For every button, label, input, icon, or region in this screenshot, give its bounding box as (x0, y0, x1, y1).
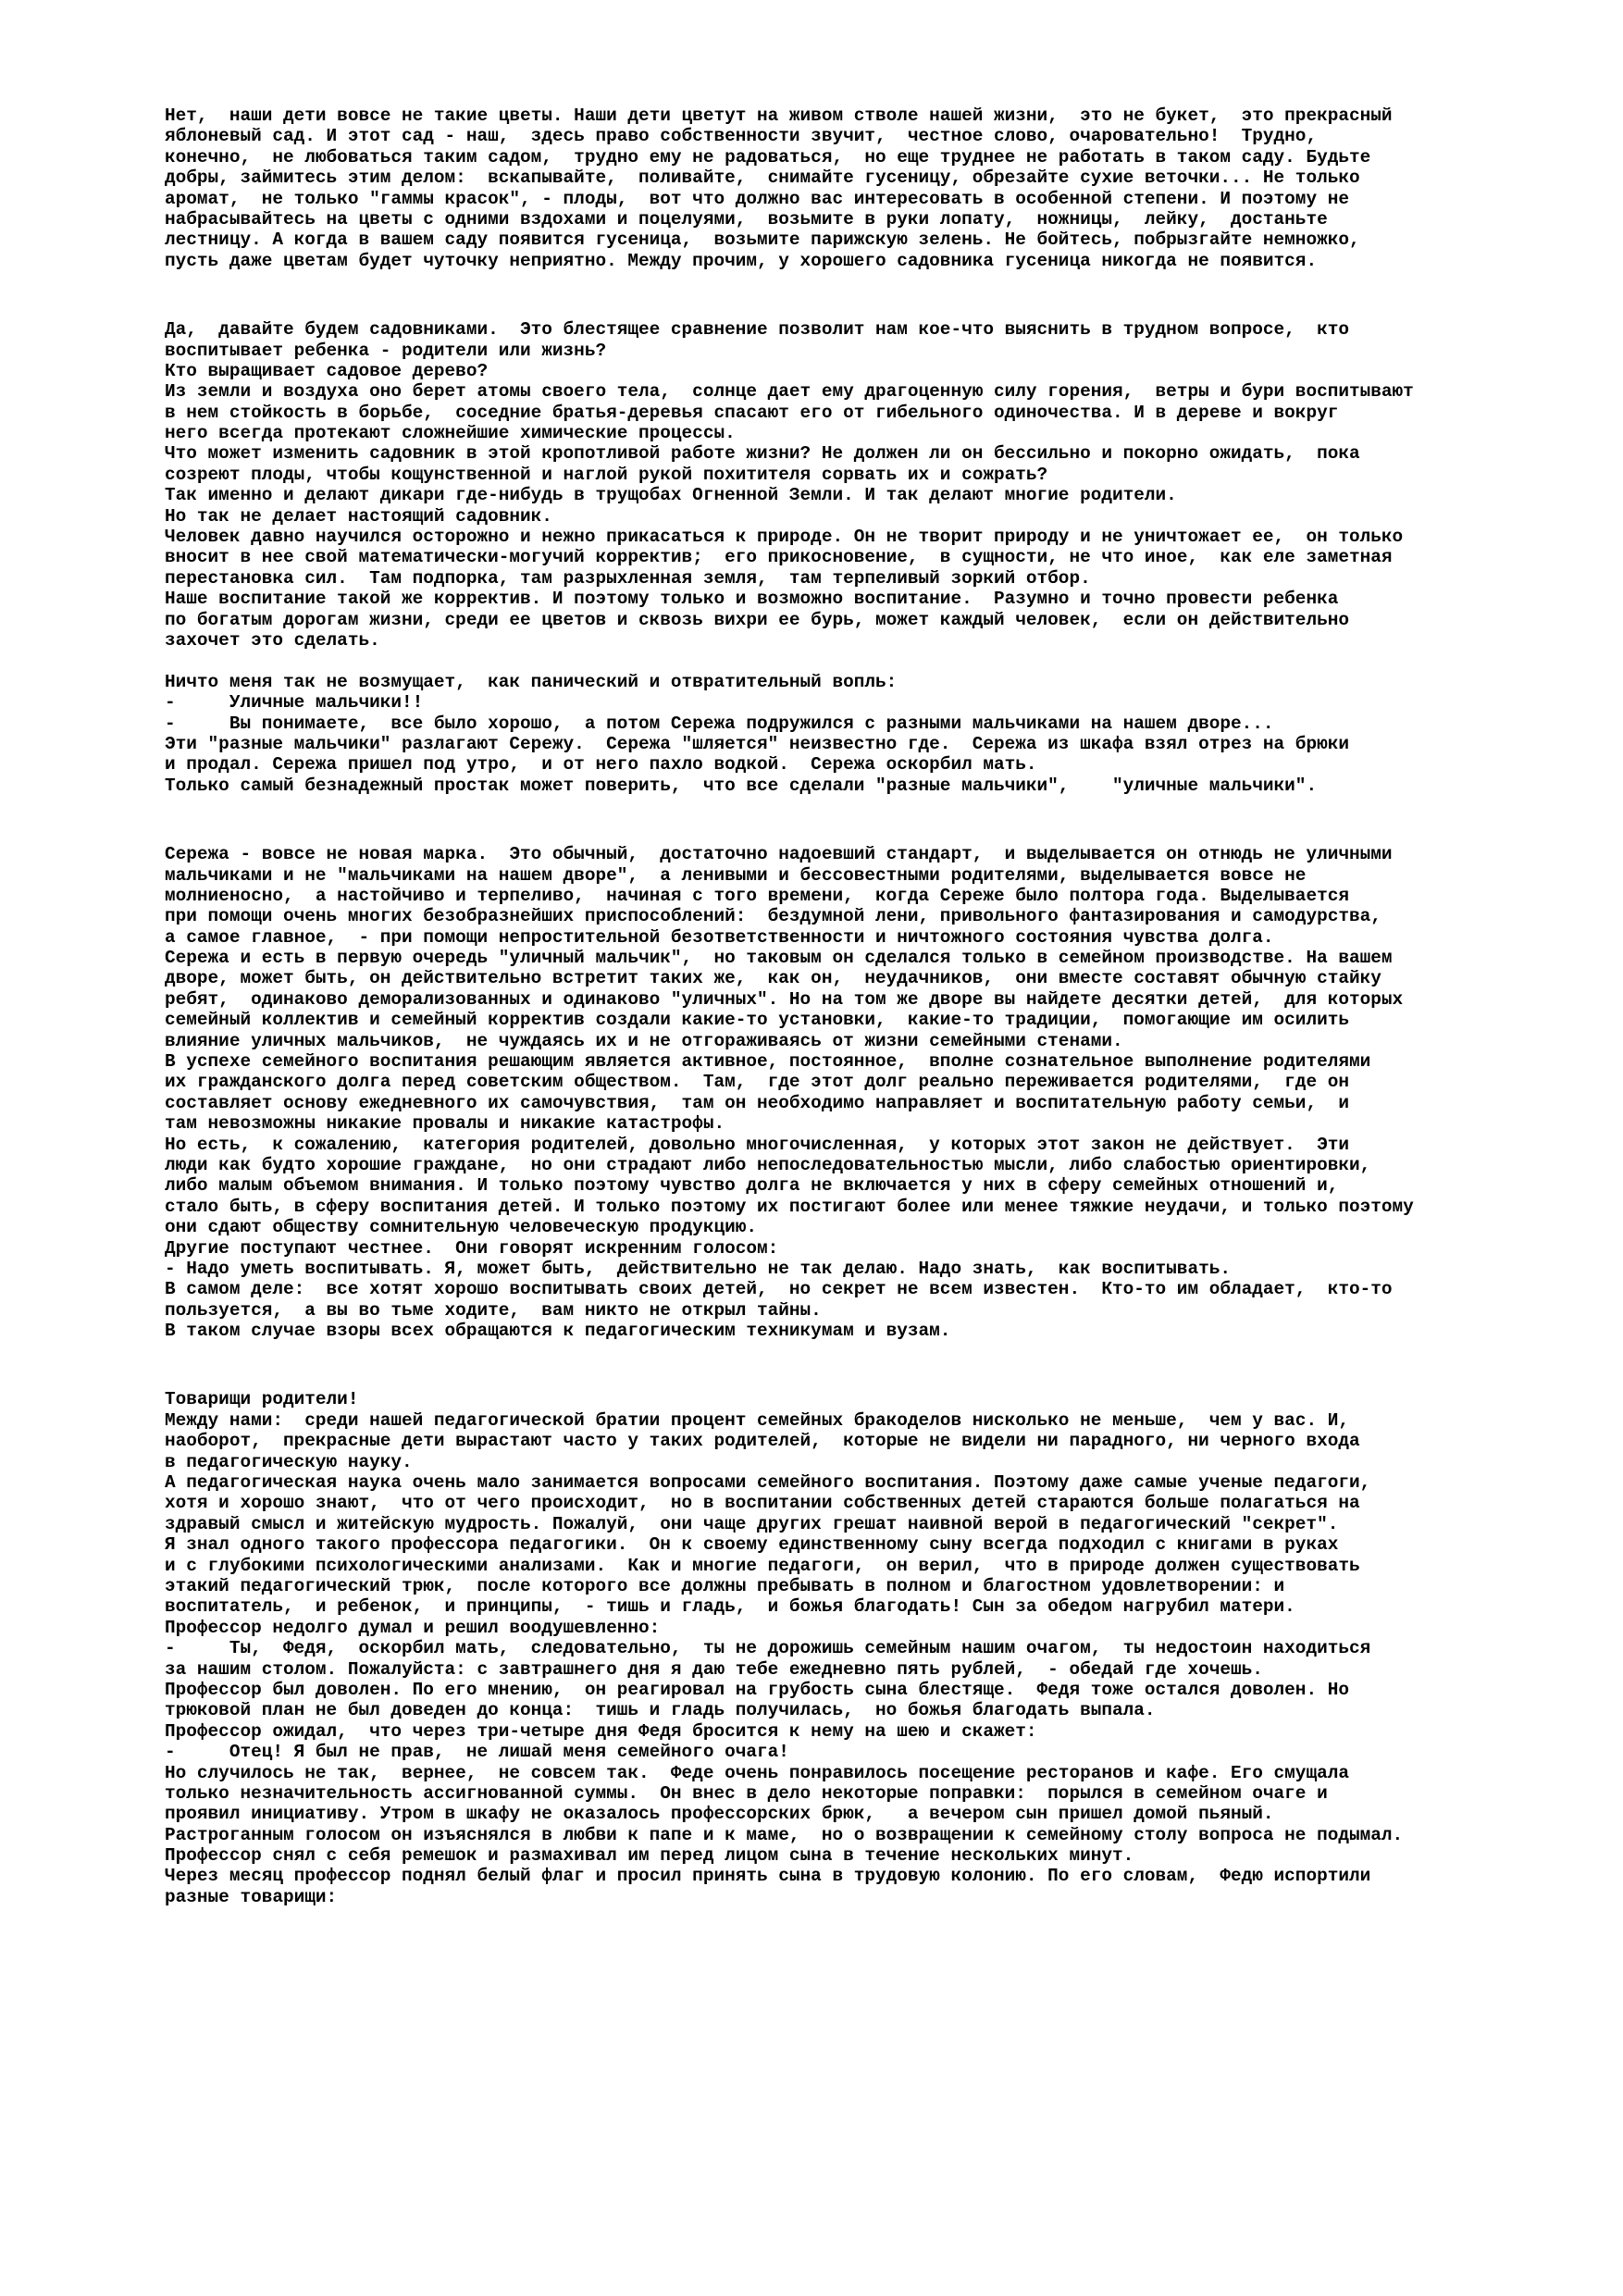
text-line: лестницу. А когда в вашем саду появится гусеница, возьмите парижскую зелень. Не бойтесь, побрызгайте немножко, (165, 230, 1360, 251)
text-line: по богатым дорогам жизни, среди ее цветов и сквозь вихри ее бурь, может каждый человек, если он действительно (165, 609, 1349, 630)
text-line: воспитывает ребенка - родители или жизнь? (165, 340, 607, 361)
text-line: вносит в нее свой математически-могучий корректив; его прикосновение, в сущности, не что иное, как еле заметная (165, 547, 1393, 568)
text-line: люди как будто хорошие граждане, но они страдают либо непоследовательностью мысли, либо слабостью ориентировки, (165, 1154, 1371, 1175)
text-line: а самое главное, - при помощи непростительной безответственности и ничтожного состояния чувства долга. (165, 926, 1274, 948)
text-line: - Уличные мальчики!! (165, 692, 424, 714)
section-spacer (165, 1341, 1549, 1389)
text-line: В таком случае взоры всех обращаются к педагогическим техникумам и вузам. (165, 1321, 951, 1342)
text-line: Сережа и есть в первую очередь "уличный мальчик", но таковым он сделался только в семейном производстве. На вашем (165, 948, 1393, 969)
text-line: проявил инициативу. Утром в шкафу не оказалось профессорских брюк, а вечером сын пришел домой пьяный. (165, 1804, 1274, 1825)
text-line: набрасывайтесь на цветы с одними вздохами и поцелуями, возьмите в руки лопату, ножницы, лейку, достаньте (165, 208, 1328, 230)
paragraph-seryozha (165, 844, 1549, 1341)
text-line: яблоневый сад. И этот сад - наш, здесь право собственности звучит, честное слово, очаровательно! Трудно, (165, 126, 1318, 147)
text-line: мальчиками и не "мальчиками на нашем дворе", а ленивыми и бессовестными родителями, выделывается вовсе не (165, 864, 1307, 886)
text-line: созреют плоды, чтобы кощунственной и наглой рукой похитителя сорвать их и сожрать? (165, 464, 1048, 485)
paragraph-gardens (165, 105, 1549, 271)
text-line: пользуется, а вы во тьме ходите, вам никто не открыл тайны. (165, 1299, 822, 1321)
text-line: В успехе семейного воспитания решающим является активное, постоянное, вполне сознательное выполнение родителями (165, 1051, 1371, 1073)
text-line: Наше воспитание такой же корректив. И поэтому только и возможно воспитание. Разумно и точно провести ребенка (165, 589, 1339, 610)
text-line: наоборот, прекрасные дети вырастают часто у таких родителей, которые не видели ни парадного, ни черного входа (165, 1431, 1360, 1452)
text-line: и продал. Сережа пришел под утро, и от него пахло водкой. Сережа оскорбил мать. (165, 754, 1037, 776)
text-line: там невозможны никакие провалы и никакие катастрофы. (165, 1113, 725, 1135)
text-line: Но случилось не так, вернее, не совсем так. Феде очень понравилось посещение ресторанов и кафе. Его смущала (165, 1762, 1349, 1783)
text-line: - Ты, Федя, оскорбил мать, следовательно, ты не дорожишь семейным нашим очагом, ты недостоин находиться (165, 1638, 1371, 1659)
text-line: - Надо уметь воспитывать. Я, может быть, действительно не так делаю. Надо знать, как воспитывать. (165, 1258, 1231, 1279)
text-line: трюковой план не был доведен до конца: тишь и гладь получилась, но божья благодать выпала. (165, 1700, 1156, 1721)
text-line: Эти "разные мальчики" разлагают Сережу. Сережа "шляется" неизвестно где. Сережа из шкафа взял отрез на брюки (165, 733, 1349, 754)
text-line: при помощи очень многих безобразнейших приспособлений: бездумной лени, привольного фантазирования и самодурства, (165, 906, 1381, 927)
text-line: хотя и хорошо знают, что от чего происходит, но в воспитании собственных детей стараются больше полагаться на (165, 1493, 1360, 1514)
text-line: здравый смысл и житейскую мудрость. Пожалуй, они чаще других грешат наивной верой в педагогический "секрет". (165, 1513, 1339, 1534)
text-line: Сережа - вовсе не новая марка. Это обычный, достаточно надоевший стандарт, и выделывается он отнюдь не уличными (165, 844, 1393, 865)
text-line: Я знал одного такого профессора педагогики. Он к своему единственному сыну всегда подходил с книгами в руках (165, 1534, 1339, 1556)
text-line: Через месяц профессор поднял белый флаг и просил принять сына в трудовую колонию. По его словам, Федю испортили (165, 1866, 1371, 1887)
section-spacer (165, 796, 1549, 844)
text-line: захочет это сделать. (165, 629, 380, 651)
text-line: разные товарищи: (165, 1886, 338, 1907)
text-line: конечно, не любоваться таким садом, трудно ему не радоваться, но еще труднее не работать в таком саду. Будьте (165, 146, 1371, 168)
text-line: Профессор недолго думал и решил воодушевленно: (165, 1617, 661, 1638)
text-line: В самом деле: все хотят хорошо воспитывать своих детей, но секрет не всем известен. Кто-то им обладает, кто-то (165, 1279, 1393, 1300)
text-line: - Вы понимаете, все было хорошо, а потом Сережа подружился с разными мальчиками на нашем дворе... (165, 713, 1274, 734)
text-line: они сдают обществу сомнительную человеческую продукцию. (165, 1217, 757, 1238)
text-line: Человек давно научился осторожно и нежно прикасаться к природе. Он не творит природу и не уничтожает ее, он только (165, 527, 1404, 548)
text-line: Товарищи родители! (165, 1389, 359, 1410)
text-line: влияние уличных мальчиков, не чуждаясь их и не отгораживаясь от жизни семейными стенами. (165, 1030, 1123, 1051)
text-line: Кто выращивает садовое дерево? (165, 360, 489, 381)
text-line: и с глубокими психологическими анализами. Как и многие педагоги, он верил, что в природе должен существовать (165, 1555, 1360, 1576)
text-line: ребят, одинаково деморализованных и одинаково "уличных". Но на том же дворе вы найдете десятки детей, для которых (165, 988, 1404, 1010)
text-line: Между нами: среди нашей педагогической братии процент семейных бракоделов нисколько не меньше, чем у вас. И, (165, 1409, 1349, 1431)
text-line: Профессор снял с себя ремешок и размахивал им перед лицом сына в течение нескольких минут. (165, 1845, 1134, 1867)
text-line: Только самый безнадежный простак может поверить, что все сделали "разные мальчики", "уличные мальчики". (165, 775, 1318, 796)
text-line: Так именно и делают дикари где-нибудь в трущобах Огненной Земли. И так делают многие родители. (165, 485, 1177, 506)
text-line: семейный коллектив и семейный корректив создали какие-то установки, какие-то традиции, помогающие им осилить (165, 1010, 1349, 1031)
text-line: Другие поступают честнее. Они говорят искренним голосом: (165, 1237, 779, 1259)
text-line: Да, давайте будем садовниками. Это блестящее сравнение позволит нам кое-что выяснить в трудном вопросе, кто (165, 319, 1349, 341)
text-line: Что может изменить садовник в этой кропотливой работе жизни? Не должен ли он бессильно и покорно ожидать, пока (165, 443, 1360, 465)
text-line: в нем стойкость в борьбе, соседние братья-деревья спасают его от гибельного одиночества. И в дереве и вокруг (165, 402, 1339, 423)
text-line: Нет, наши дети вовсе не такие цветы. Наши дети цветут на живом стволе нашей жизни, это не букет, это прекрасный (165, 105, 1393, 126)
paragraph-gardener (165, 319, 1549, 651)
text-line: добры, займитесь этим делом: вскапывайте, поливайте, снимайте гусеницу, обрезайте сухие веточки... Не только (165, 168, 1360, 189)
text-line: их гражданского долга перед советским обществом. Там, где этот долг реально переживается родителями, где он (165, 1072, 1349, 1093)
paragraph-street-boys (165, 672, 1549, 796)
text-line: молниеносно, а настойчиво и терпеливо, начиная с того времени, когда Сереже было полтора года. Выделывается (165, 885, 1349, 906)
text-line: аромат, не только "гаммы красок", - плоды, вот что должно вас интересовать в особенной степени. И поэтому не (165, 188, 1349, 209)
section-spacer (165, 651, 1549, 671)
text-line: Растроганным голосом он изъяснялся в любви к папе и к маме, но о возвращении к семейному столу вопроса не подымал. (165, 1824, 1404, 1845)
text-line: Но так не делает настоящий садовник. (165, 505, 552, 527)
text-line: за нашим столом. Пожалуйста: с завтрашнего дня я даю тебе ежедневно пять рублей, - обедай где хочешь. (165, 1658, 1263, 1680)
section-spacer (165, 271, 1549, 319)
text-line: в педагогическую науку. (165, 1451, 413, 1472)
text-line: Но есть, к сожалению, категория родителей, довольно многочисленная, у которых этот закон не действует. Эти (165, 1134, 1349, 1155)
text-line: Профессор был доволен. По его мнению, он реагировал на грубость сына блестяще. Федя тоже остался доволен. Но (165, 1679, 1349, 1700)
text-line: него всегда протекают сложнейшие химические процессы. (165, 423, 736, 444)
text-line: Ничто меня так не возмущает, как панический и отвратительный вопль: (165, 671, 898, 692)
text-line: - Отец! Я был не прав, не лишай меня семейного очага! (165, 1742, 789, 1763)
paragraph-parents (165, 1389, 1549, 1907)
text-line: Профессор ожидал, что через три-четыре дня Федя бросится к нему на шею и скажет: (165, 1720, 1037, 1742)
text-line: А педагогическая наука очень мало занимается вопросами семейного воспитания. Поэтому даже самые ученые педагоги, (165, 1472, 1371, 1494)
text-line: стало быть, в сферу воспитания детей. И только поэтому их постигают более или менее тяжкие неудачи, и только поэтому (165, 1196, 1414, 1217)
text-line: перестановка сил. Там подпорка, там разрыхленная земля, там терпеливый зоркий отбор. (165, 567, 1091, 589)
text-line: составляет основу ежедневного их самочувствия, там он необходимо направляет и воспитательную работу семьи, и (165, 1092, 1349, 1113)
text-line: либо малым объемом внимания. И только поэтому чувство долга не включается у них в сферу семейных отношений и, (165, 1175, 1339, 1197)
text-line: пусть даже цветам будет чуточку неприятно. Между прочим, у хорошего садовника гусеница никогда не появится. (165, 250, 1318, 271)
text-line: Из земли и воздуха оно берет атомы своего тела, солнце дает ему драгоценную силу горения, ветры и бури воспитывают (165, 381, 1414, 403)
text-line: только незначительность ассигнованной суммы. Он внес в дело некоторые поправки: порылся в семейном очаге и (165, 1782, 1328, 1804)
text-line: этакий педагогический трюк, после которого все должны пребывать в полном и благостном удовлетворении: и (165, 1576, 1285, 1596)
text-line: воспитатель, и ребенок, и принципы, - тишь и гладь, и божья благодать! Сын за обедом нагрубил матери. (165, 1596, 1295, 1618)
text-line: дворе, может быть, он действительно встретит таких же, как он, неудачников, они вместе составят обычную стайку (165, 968, 1381, 989)
